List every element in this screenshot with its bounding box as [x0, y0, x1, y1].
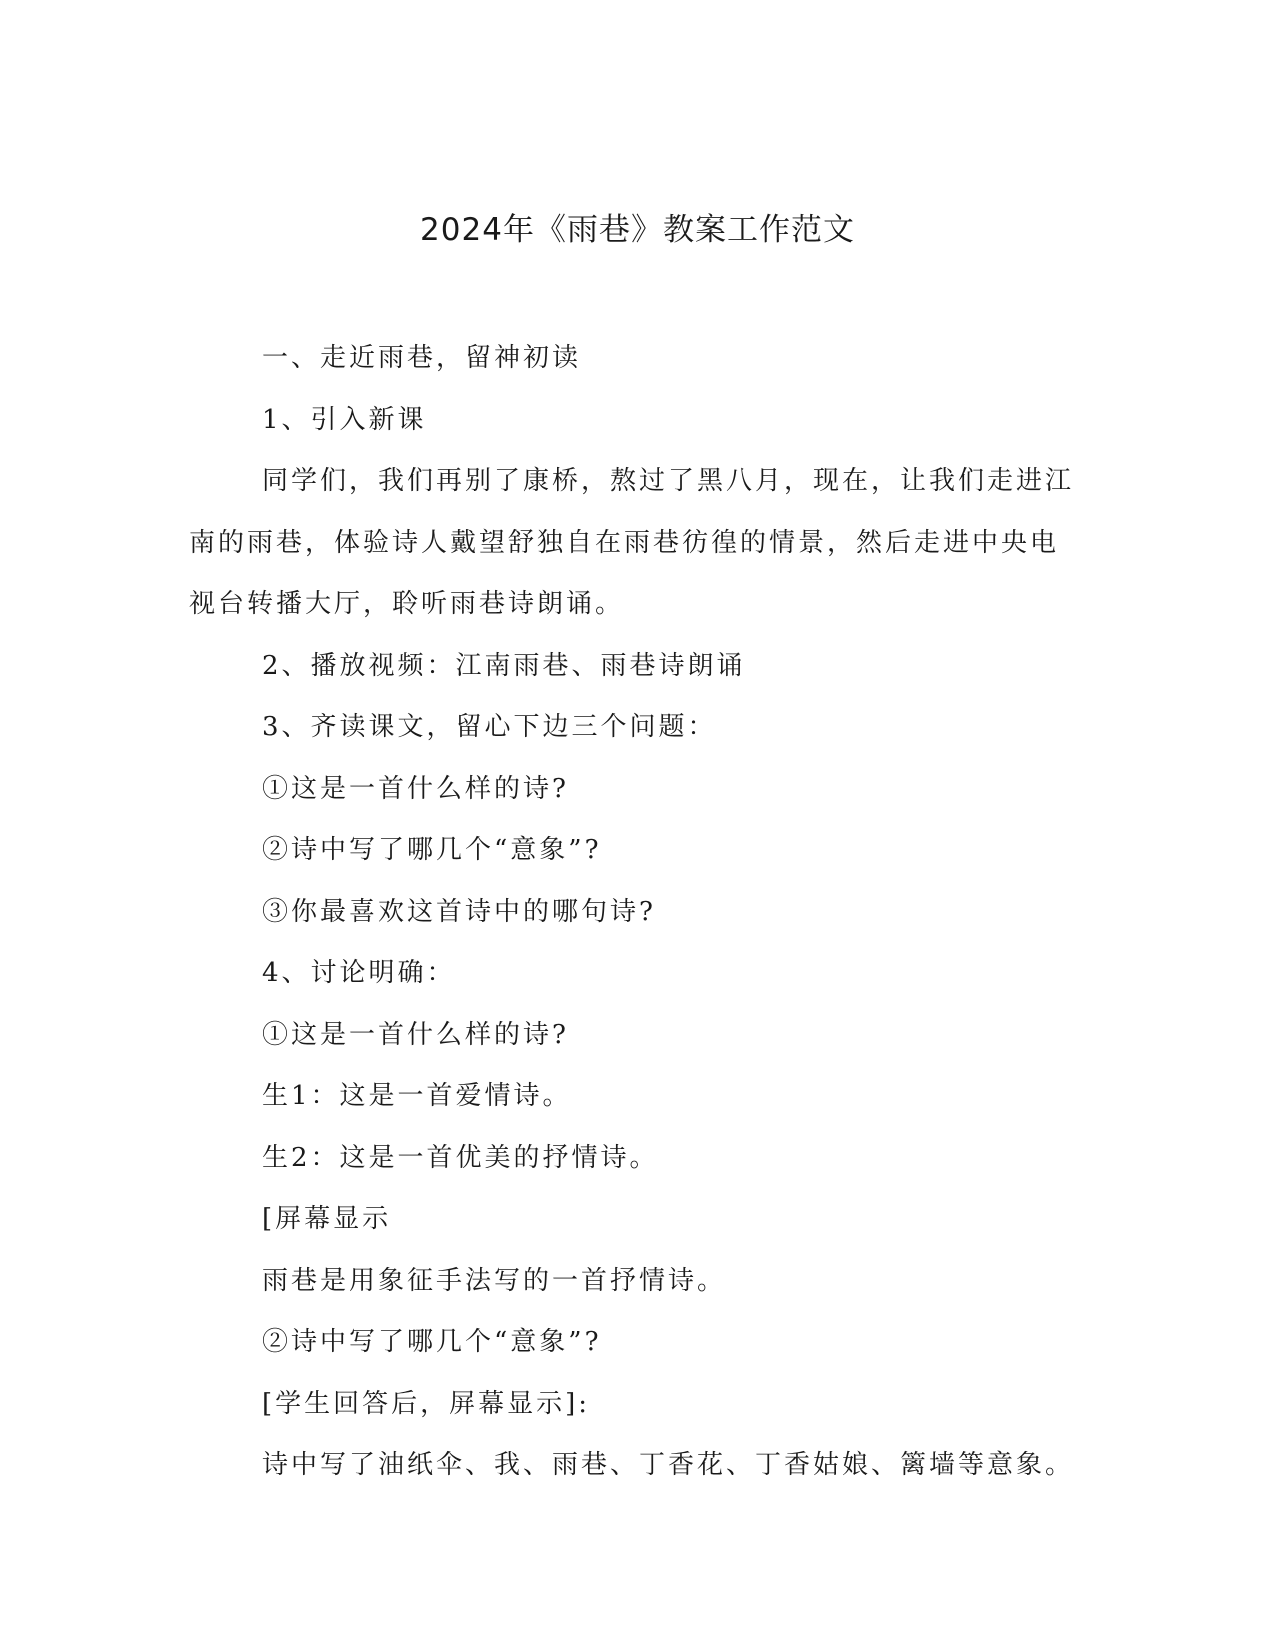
- screen-note: [学生回答后，屏幕显示]:: [262, 1388, 591, 1419]
- question-item: ②诗中写了哪几个“意象”?: [262, 835, 602, 865]
- paragraph: 2、播放视频：江南雨巷、雨巷诗朗诵: [262, 650, 746, 681]
- answer-item: 生2：这是一首优美的抒情诗。: [262, 1142, 659, 1173]
- paragraph: 1、引入新课: [262, 404, 427, 435]
- document-title: 2024年《雨巷》教案工作范文: [420, 212, 855, 248]
- document-body: [189, 328, 1079, 1497]
- section-heading: 一、走近雨巷，留神初读: [262, 343, 582, 373]
- answer-item: 生1：这是一首爱情诗。: [262, 1081, 572, 1111]
- paragraph: 4、讨论明确：: [262, 958, 456, 988]
- paragraph: 诗中写了油纸伞、我、雨巷、丁香花、丁香姑娘、篱墙等意象。: [262, 1450, 1075, 1480]
- question-item: ②诗中写了哪几个“意象”?: [262, 1327, 602, 1357]
- screen-note: [屏幕显示: [262, 1204, 392, 1234]
- paragraph: 同学们，我们再别了康桥，熬过了黑八月，现在，让我们走进江南的雨巷，体验诗人戴望舒独自在雨巷彷徨的情景，然后走进中央电视台转播大厅，聆听雨巷诗朗诵。: [189, 466, 1075, 619]
- question-item: ③你最喜欢这首诗中的哪句诗?: [262, 896, 656, 927]
- question-item: ①这是一首什么样的诗?: [262, 1019, 569, 1050]
- paragraph: 雨巷是用象征手法写的一首抒情诗。: [262, 1265, 727, 1296]
- paragraph: 3、齐读课文，留心下边三个问题：: [262, 712, 717, 742]
- question-item: ①这是一首什么样的诗?: [262, 773, 569, 804]
